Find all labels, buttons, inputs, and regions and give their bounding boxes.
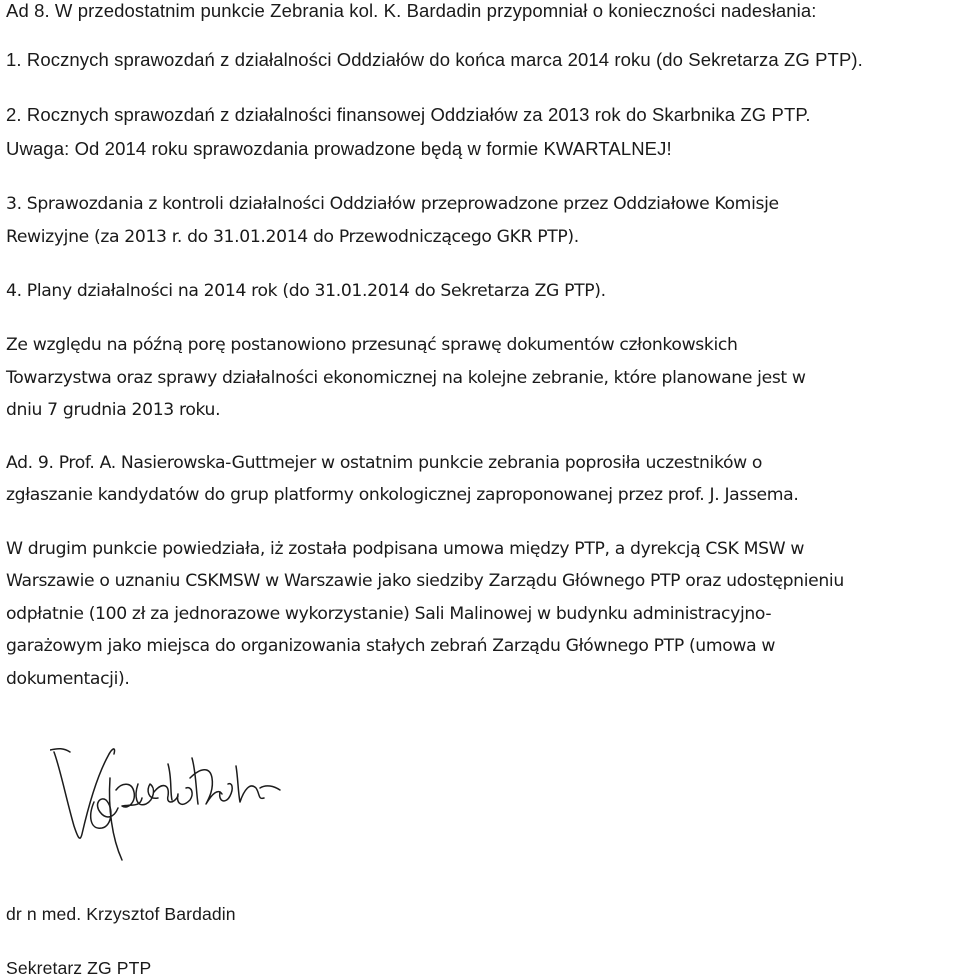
ad9-line-1: Ad. 9. Prof. A. Nasierowska-Guttmejer w ostatnim punkcie zebrania poprosiła uczestników o	[6, 453, 763, 473]
second-point-line-5: dokumentacji).	[6, 669, 130, 689]
ad8-item-3-line-2: Rewizyjne (za 2013 r. do 31.01.2014 do Przewodniczącego GKR PTP).	[6, 227, 579, 247]
ad8-item-2-line-2: Uwaga: Od 2014 roku sprawozdania prowadzone będą w formie KWARTALNEJ!	[6, 138, 672, 159]
ad9-line-2: zgłaszanie kandydatów do grup platformy onkologicznej zaproponowanej przez prof. J. Jassema.	[6, 485, 799, 505]
second-point-line-2: Warszawie o uznaniu CSKMSW w Warszawie jako siedziby Zarządu Głównego PTP oraz udostępnieniu	[6, 571, 844, 591]
ad8-item-1: 1. Rocznych sprawozdań z działalności Oddziałów do końca marca 2014 roku (do Sekretarza ZG PTP).	[6, 49, 863, 70]
postponement-line-2: Towarzystwa oraz sprawy działalności ekonomicznej na kolejne zebranie, które planowane jest w	[6, 368, 806, 388]
signatory-role: Sekretarz ZG PTP	[6, 958, 152, 978]
postponement-line-3: dniu 7 grudnia 2013 roku.	[6, 400, 221, 420]
second-point-line-4: garażowym jako miejsca do organizowania stałych zebrań Zarządu Głównego PTP (umowa w	[6, 636, 776, 656]
handwritten-signature	[50, 738, 285, 868]
signatory-name: dr n med. Krzysztof Bardadin	[6, 904, 236, 924]
second-point-line-3: odpłatnie (100 zł za jednorazowe wykorzystanie) Sali Malinowej w budynku administracyjno-	[6, 604, 772, 624]
second-point-line-1: W drugim punkcie powiedziała, iż została podpisana umowa między PTP, a dyrekcją CSK MSW w	[6, 539, 805, 559]
ad8-intro: Ad 8. W przedostatnim punkcie Zebrania kol. K. Bardadin przypomniał o konieczności nadesłania:	[6, 0, 817, 21]
ad8-item-4: 4. Plany działalności na 2014 rok (do 31.01.2014 do Sekretarza ZG PTP).	[6, 281, 606, 301]
ad8-item-2-line-1: 2. Rocznych sprawozdań z działalności finansowej Oddziałów za 2013 rok do Skarbnika ZG PTP.	[6, 104, 811, 125]
ad8-item-3-line-1: 3. Sprawozdania z kontroli działalności Oddziałów przeprowadzone przez Oddziałowe Komisje	[6, 194, 779, 214]
postponement-line-1: Ze względu na późną porę postanowiono przesunąć sprawę dokumentów członkowskich	[6, 335, 738, 355]
